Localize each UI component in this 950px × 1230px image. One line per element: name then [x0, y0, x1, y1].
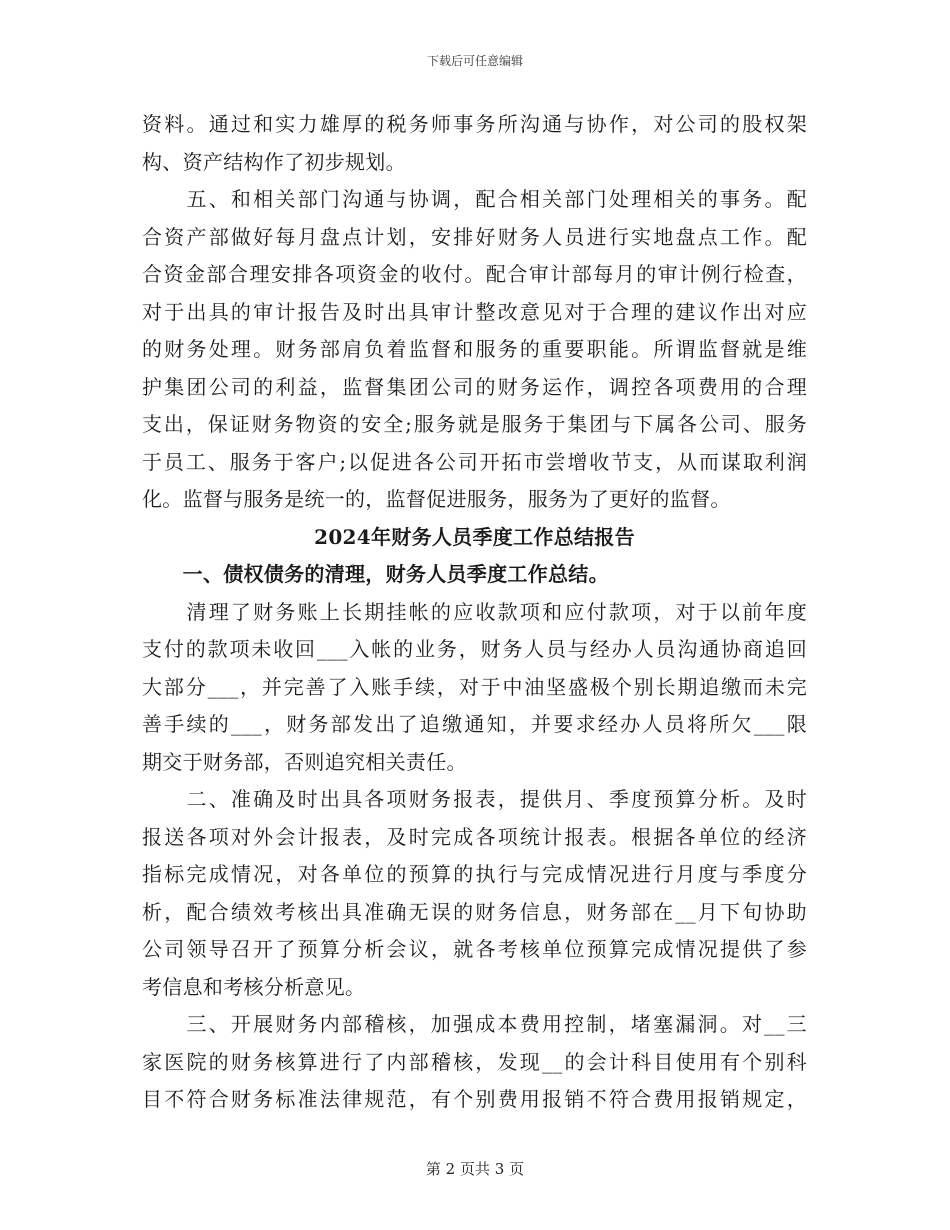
text-line: 支付的款项未收回___入帐的业务，财务人员与经办人员沟通协商追回: [142, 637, 807, 661]
text-line: 支出，保证财务物资的安全;服务就是服务于集团与下属各公司、服务: [142, 412, 807, 436]
text-line: 目不符合财务标准法律规范，有个别费用报销不符合费用报销规定，: [142, 1087, 807, 1111]
text-line: 资料。通过和实力雄厚的税务师事务所沟通与协作，对公司的股权架: [142, 112, 807, 136]
text-line: 析，配合绩效考核出具准确无误的财务信息，财务部在__月下旬协助: [142, 899, 807, 924]
page-header: 下载后可任意编辑: [426, 54, 523, 68]
text-line: 清理了财务账上长期挂帐的应收款项和应付款项，对于以前年度: [142, 599, 807, 624]
section-title: 2024年财务人员季度工作总结报告: [314, 524, 635, 549]
text-line: 合资产部做好每月盘点计划，安排好财务人员进行实地盘点工作。配: [142, 224, 807, 249]
text-line: 的财务处理。财务部肩负着监督和服务的重要职能。所谓监督就是维: [142, 337, 807, 361]
text-line: 构、资产结构作了初步规划。: [142, 149, 406, 174]
text-line: 报送各项对外会计报表，及时完成各项统计报表。根据各单位的经济: [142, 824, 807, 849]
text-line: 公司领导召开了预算分析会议，就各考核单位预算完成情况提供了参: [142, 937, 807, 961]
document-body: [142, 106, 807, 1119]
text-line: 二、准确及时出具各项财务报表，提供月、季度预算分析。及时: [142, 787, 807, 811]
page-footer: 第 2 页共 3 页: [425, 1160, 525, 1178]
text-line: 家医院的财务核算进行了内部稽核，发现__的会计科目使用有个别科: [142, 1049, 807, 1074]
text-line: 善手续的___，财务部发出了追缴通知，并要求经办人员将所欠___限: [142, 712, 807, 736]
text-line: 化。监督与服务是统一的，监督促进服务，服务为了更好的监督。: [142, 487, 731, 511]
text-line: 指标完成情况，对各单位的预算的执行与完成情况进行月度与季度分: [142, 862, 807, 886]
text-line: 合资金部合理安排各项资金的收付。配合审计部每月的审计例行检查，: [142, 262, 807, 286]
text-line: 三、开展财务内部稽核，加强成本费用控制，堵塞漏洞。对__三: [142, 1012, 807, 1036]
text-line: 考信息和考核分析意见。: [142, 974, 366, 999]
text-line: 护集团公司的利益，监督集团公司的财务运作，调控各项费用的合理: [142, 374, 807, 399]
text-line: 大部分___，并完善了入账手续，对于中油坚盛极个别长期追缴而未完: [142, 674, 807, 699]
text-line: 于员工、服务于客户;以促进各公司开拓市尝增收节支，从而谋取利润: [142, 449, 807, 474]
text-line: 对于出具的审计报告及时出具审计整改意见对于合理的建议作出对应: [142, 299, 807, 324]
section-heading: 一、债权债务的清理，财务人员季度工作总结。: [142, 562, 609, 586]
text-line: 五、和相关部门沟通与协调，配合相关部门处理相关的事务。配: [142, 187, 807, 211]
text-line: 期交于财务部，否则追究相关责任。: [142, 749, 467, 774]
